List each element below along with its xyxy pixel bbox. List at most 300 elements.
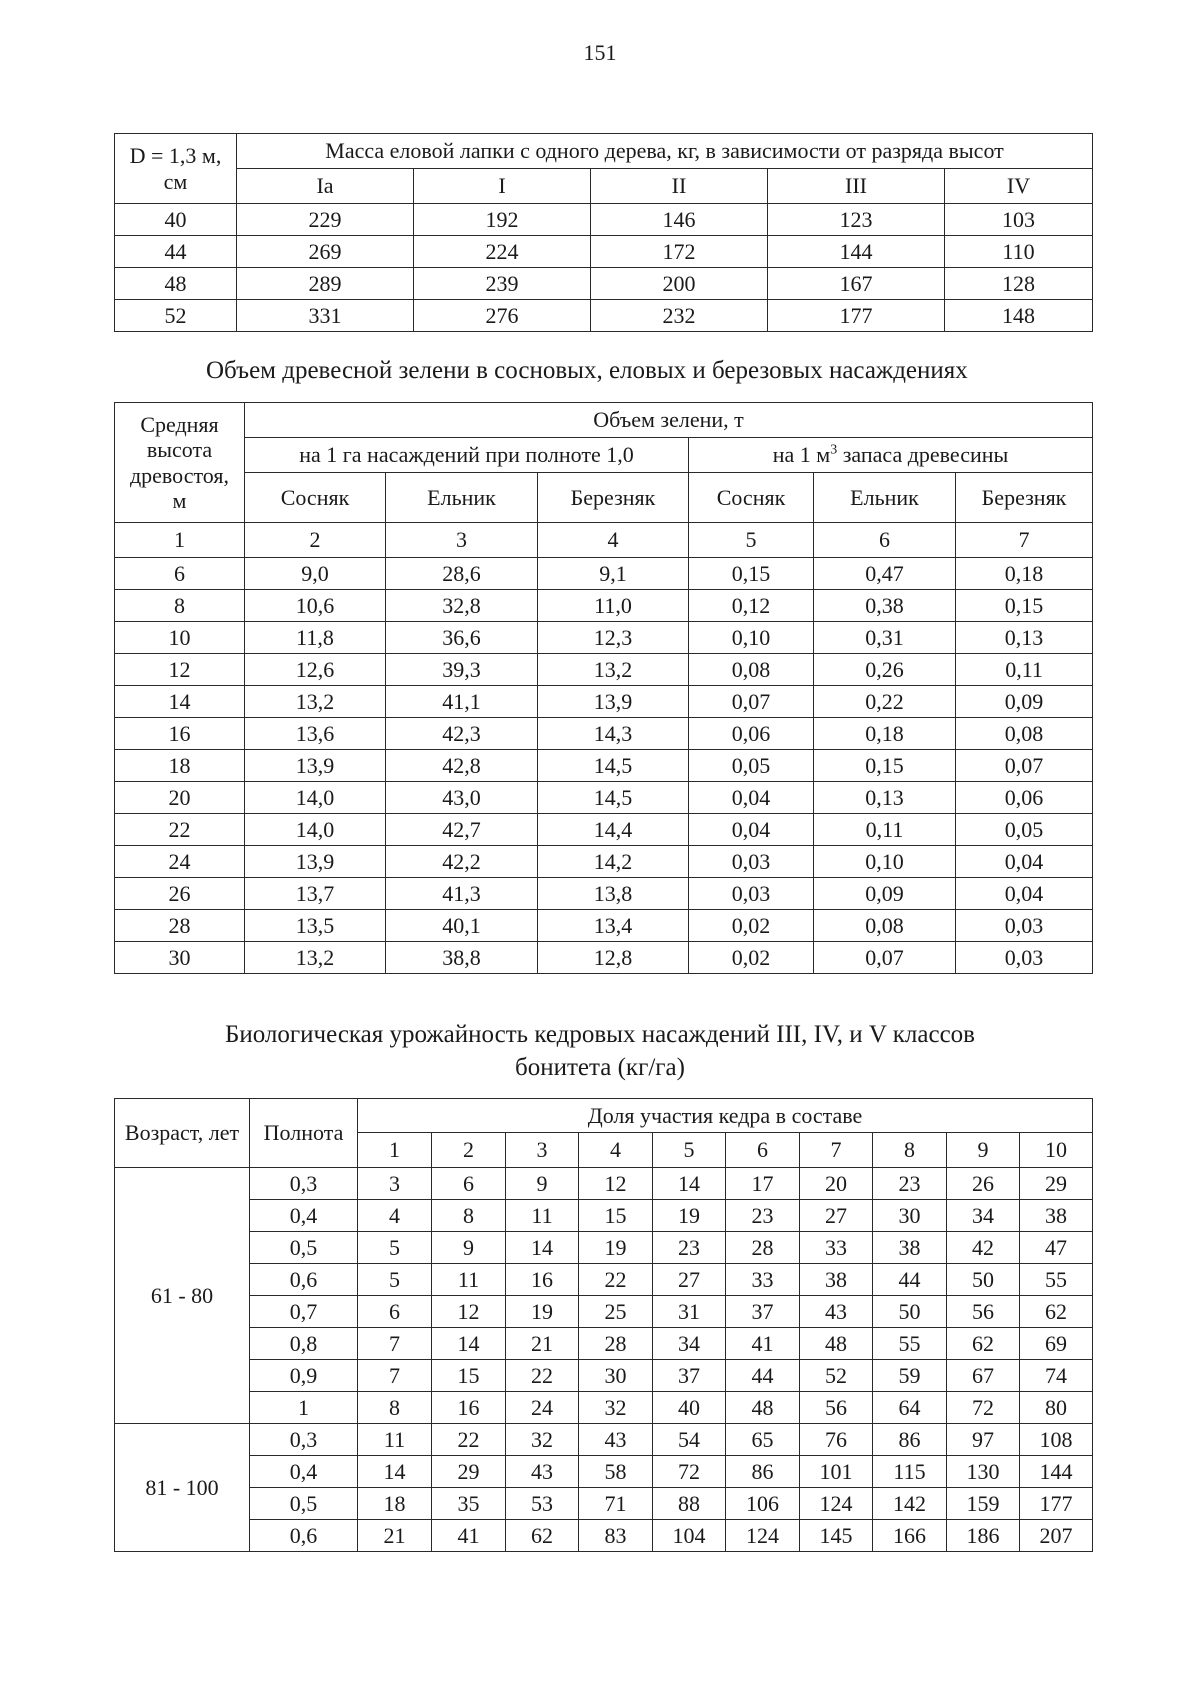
yield-cell: 35 xyxy=(432,1488,506,1520)
yield-cell: 37 xyxy=(653,1360,726,1392)
table-row xyxy=(115,590,1093,622)
mass-cell: 229 xyxy=(237,204,414,236)
yield-cell: 15 xyxy=(432,1360,506,1392)
yield-cell: 106 xyxy=(726,1488,800,1520)
volume-cell: 0,05 xyxy=(689,750,814,782)
yield-cell: 15 xyxy=(579,1200,653,1232)
table-row xyxy=(115,878,1093,910)
volume-cell: 0,04 xyxy=(956,846,1093,878)
density-cell: 0,6 xyxy=(250,1520,358,1552)
yield-cell: 38 xyxy=(873,1232,947,1264)
volume-cell: 12,6 xyxy=(245,654,386,686)
species-header: Сосняк xyxy=(245,473,386,523)
volume-cell: 0,15 xyxy=(689,558,814,590)
volume-cell: 28,6 xyxy=(386,558,538,590)
mass-cell: 192 xyxy=(414,204,591,236)
yield-cell: 72 xyxy=(947,1392,1020,1424)
mass-cell: 232 xyxy=(591,300,768,332)
volume-cell: 0,15 xyxy=(956,590,1093,622)
mass-cell: 200 xyxy=(591,268,768,300)
yield-cell: 33 xyxy=(726,1264,800,1296)
density-cell: 0,3 xyxy=(250,1168,358,1200)
yield-cell: 83 xyxy=(579,1520,653,1552)
volume-cell: 14,2 xyxy=(538,846,689,878)
density-cell: 0,4 xyxy=(250,1456,358,1488)
height-cell: 8 xyxy=(115,590,245,622)
height-cell: 22 xyxy=(115,814,245,846)
table-row xyxy=(115,1264,1093,1296)
density-cell: 0,5 xyxy=(250,1488,358,1520)
yield-cell: 23 xyxy=(653,1232,726,1264)
volume-cell: 41,1 xyxy=(386,686,538,718)
mass-cell: 172 xyxy=(591,236,768,268)
table-row xyxy=(115,1488,1093,1520)
volume-cell: 40,1 xyxy=(386,910,538,942)
volume-cell: 0,06 xyxy=(956,782,1093,814)
height-class-header: II xyxy=(591,169,768,204)
volume-cell: 13,2 xyxy=(245,942,386,974)
volume-cell: 13,7 xyxy=(245,878,386,910)
yield-cell: 25 xyxy=(579,1296,653,1328)
age-group-cell: 81 - 100 xyxy=(115,1424,250,1552)
volume-cell: 0,05 xyxy=(956,814,1093,846)
yield-cell: 7 xyxy=(358,1360,432,1392)
yield-cell: 22 xyxy=(579,1264,653,1296)
yield-cell: 59 xyxy=(873,1360,947,1392)
volume-cell: 38,8 xyxy=(386,942,538,974)
height-cell: 30 xyxy=(115,942,245,974)
volume-cell: 0,06 xyxy=(689,718,814,750)
greenery-volume-caption: Объем древесной зелени в сосновых, еловых и березовых насаждениях xyxy=(206,357,968,384)
volume-cell: 0,12 xyxy=(689,590,814,622)
yield-cell: 54 xyxy=(653,1424,726,1456)
yield-cell: 43 xyxy=(800,1296,873,1328)
yield-cell: 14 xyxy=(653,1168,726,1200)
yield-cell: 64 xyxy=(873,1392,947,1424)
volume-cell: 0,13 xyxy=(814,782,956,814)
yield-cell: 177 xyxy=(1020,1488,1093,1520)
volume-cell: 14,3 xyxy=(538,718,689,750)
cedar-share-header: 1 xyxy=(358,1133,432,1168)
height-cell: 16 xyxy=(115,718,245,750)
yield-cell: 19 xyxy=(579,1232,653,1264)
volume-cell: 0,02 xyxy=(689,942,814,974)
volume-cell: 0,11 xyxy=(814,814,956,846)
yield-cell: 32 xyxy=(506,1424,579,1456)
cedar-share-header: 2 xyxy=(432,1133,506,1168)
table-row xyxy=(115,1168,1093,1200)
volume-cell: 11,0 xyxy=(538,590,689,622)
stand-height-header-line-3: древостоя, xyxy=(129,462,230,488)
table-row xyxy=(115,1296,1093,1328)
volume-cell: 43,0 xyxy=(386,782,538,814)
yield-cell: 11 xyxy=(506,1200,579,1232)
mass-cell: 167 xyxy=(768,268,945,300)
yield-cell: 41 xyxy=(726,1328,800,1360)
per-cubic-meter-text-end: запаса древесины xyxy=(837,442,1009,468)
mass-cell: 224 xyxy=(414,236,591,268)
volume-cell: 41,3 xyxy=(386,878,538,910)
yield-cell: 30 xyxy=(873,1200,947,1232)
yield-cell: 80 xyxy=(1020,1392,1093,1424)
yield-cell: 16 xyxy=(506,1264,579,1296)
height-class-header: I xyxy=(414,169,591,204)
yield-cell: 19 xyxy=(653,1200,726,1232)
yield-cell: 14 xyxy=(432,1328,506,1360)
height-class-header: IV xyxy=(945,169,1093,204)
mass-cell: 128 xyxy=(945,268,1093,300)
yield-cell: 58 xyxy=(579,1456,653,1488)
volume-cell: 0,18 xyxy=(956,558,1093,590)
yield-cell: 48 xyxy=(800,1328,873,1360)
volume-cell: 14,5 xyxy=(538,750,689,782)
volume-cell: 0,03 xyxy=(689,846,814,878)
volume-cell: 0,26 xyxy=(814,654,956,686)
yield-cell: 144 xyxy=(1020,1456,1093,1488)
volume-cell: 0,08 xyxy=(956,718,1093,750)
table-row xyxy=(115,782,1093,814)
yield-cell: 40 xyxy=(653,1392,726,1424)
volume-cell: 42,2 xyxy=(386,846,538,878)
yield-cell: 3 xyxy=(358,1168,432,1200)
density-cell: 0,3 xyxy=(250,1424,358,1456)
yield-cell: 62 xyxy=(947,1328,1020,1360)
mass-cell: 177 xyxy=(768,300,945,332)
yield-cell: 50 xyxy=(947,1264,1020,1296)
volume-cell: 0,03 xyxy=(956,910,1093,942)
cedar-share-header: 6 xyxy=(726,1133,800,1168)
column-number: 6 xyxy=(814,523,956,558)
yield-cell: 19 xyxy=(506,1296,579,1328)
volume-cell: 42,3 xyxy=(386,718,538,750)
table-row xyxy=(115,750,1093,782)
yield-cell: 38 xyxy=(1020,1200,1093,1232)
diameter-cell: 40 xyxy=(115,204,237,236)
mass-cell: 123 xyxy=(768,204,945,236)
yield-cell: 43 xyxy=(579,1424,653,1456)
volume-cell: 0,38 xyxy=(814,590,956,622)
volume-cell: 14,0 xyxy=(245,782,386,814)
density-cell: 0,4 xyxy=(250,1200,358,1232)
cedar-yield-caption xyxy=(0,1019,1200,1084)
yield-cell: 12 xyxy=(579,1168,653,1200)
height-class-header: Ia xyxy=(237,169,414,204)
yield-cell: 88 xyxy=(653,1488,726,1520)
mass-cell: 276 xyxy=(414,300,591,332)
height-cell: 10 xyxy=(115,622,245,654)
species-header: Ельник xyxy=(814,473,956,523)
cedar-share-header: 8 xyxy=(873,1133,947,1168)
yield-cell: 74 xyxy=(1020,1360,1093,1392)
table-row xyxy=(115,942,1093,974)
yield-cell: 20 xyxy=(800,1168,873,1200)
column-number: 5 xyxy=(689,523,814,558)
volume-cell: 0,09 xyxy=(814,878,956,910)
volume-cell: 0,03 xyxy=(689,878,814,910)
yield-cell: 34 xyxy=(947,1200,1020,1232)
volume-cell: 0,10 xyxy=(689,622,814,654)
volume-cell: 10,6 xyxy=(245,590,386,622)
yield-cell: 47 xyxy=(1020,1232,1093,1264)
volume-cell: 42,7 xyxy=(386,814,538,846)
mass-cell: 239 xyxy=(414,268,591,300)
density-cell: 0,9 xyxy=(250,1360,358,1392)
yield-cell: 5 xyxy=(358,1264,432,1296)
column-number: 3 xyxy=(386,523,538,558)
yield-cell: 86 xyxy=(873,1424,947,1456)
stand-height-header-line-4: м xyxy=(172,487,187,513)
volume-cell: 0,10 xyxy=(814,846,956,878)
yield-cell: 43 xyxy=(506,1456,579,1488)
table-row xyxy=(115,236,1093,268)
yield-cell: 21 xyxy=(358,1520,432,1552)
height-cell: 26 xyxy=(115,878,245,910)
yield-cell: 21 xyxy=(506,1328,579,1360)
volume-cell: 12,8 xyxy=(538,942,689,974)
cedar-share-header: 3 xyxy=(506,1133,579,1168)
volume-cell: 0,04 xyxy=(689,814,814,846)
yield-cell: 97 xyxy=(947,1424,1020,1456)
yield-cell: 56 xyxy=(800,1392,873,1424)
volume-cell: 14,0 xyxy=(245,814,386,846)
yield-cell: 41 xyxy=(432,1520,506,1552)
per-cubic-meter-text: на 1 м xyxy=(772,442,831,468)
per-hectare-header: на 1 га насаждений при полноте 1,0 xyxy=(245,438,689,473)
volume-cell: 12,3 xyxy=(538,622,689,654)
diameter-cell: 52 xyxy=(115,300,237,332)
volume-cell: 13,5 xyxy=(245,910,386,942)
yield-cell: 69 xyxy=(1020,1328,1093,1360)
volume-cell: 0,11 xyxy=(956,654,1093,686)
greenery-volume-table xyxy=(114,402,1093,974)
volume-cell: 13,2 xyxy=(538,654,689,686)
cedar-share-header: 5 xyxy=(653,1133,726,1168)
diameter-header-line-1: D = 1,3 м, xyxy=(129,143,222,169)
volume-cell: 13,9 xyxy=(538,686,689,718)
yield-cell: 65 xyxy=(726,1424,800,1456)
volume-cell: 0,02 xyxy=(689,910,814,942)
yield-cell: 67 xyxy=(947,1360,1020,1392)
volume-cell: 0,08 xyxy=(689,654,814,686)
stand-height-header-line-1: Средняя xyxy=(140,411,219,437)
spruce-branch-mass-table xyxy=(114,133,1093,332)
table-row xyxy=(115,1520,1093,1552)
table-row xyxy=(115,814,1093,846)
yield-cell: 7 xyxy=(358,1328,432,1360)
height-cell: 14 xyxy=(115,686,245,718)
volume-cell: 0,31 xyxy=(814,622,956,654)
table-row xyxy=(115,1232,1093,1264)
table-row xyxy=(115,1360,1093,1392)
species-header: Сосняк xyxy=(689,473,814,523)
table-row xyxy=(115,1456,1093,1488)
volume-cell: 0,47 xyxy=(814,558,956,590)
yield-cell: 11 xyxy=(432,1264,506,1296)
species-header: Березняк xyxy=(538,473,689,523)
yield-cell: 115 xyxy=(873,1456,947,1488)
yield-cell: 22 xyxy=(506,1360,579,1392)
species-header: Ельник xyxy=(386,473,538,523)
yield-cell: 145 xyxy=(800,1520,873,1552)
mass-group-header: Масса еловой лапки с одного дерева, кг, в зависимости от разряда высот xyxy=(237,134,1093,169)
table-row xyxy=(115,910,1093,942)
yield-cell: 86 xyxy=(726,1456,800,1488)
per-cubic-meter-header xyxy=(689,438,1093,473)
volume-cell: 36,6 xyxy=(386,622,538,654)
yield-cell: 130 xyxy=(947,1456,1020,1488)
yield-cell: 38 xyxy=(800,1264,873,1296)
table-row xyxy=(115,686,1093,718)
yield-cell: 166 xyxy=(873,1520,947,1552)
yield-cell: 28 xyxy=(579,1328,653,1360)
yield-cell: 62 xyxy=(1020,1296,1093,1328)
volume-cell: 42,8 xyxy=(386,750,538,782)
yield-cell: 72 xyxy=(653,1456,726,1488)
yield-cell: 31 xyxy=(653,1296,726,1328)
column-number: 7 xyxy=(956,523,1093,558)
yield-cell: 14 xyxy=(506,1232,579,1264)
volume-cell: 14,5 xyxy=(538,782,689,814)
column-number: 1 xyxy=(115,523,245,558)
height-cell: 28 xyxy=(115,910,245,942)
yield-cell: 26 xyxy=(947,1168,1020,1200)
volume-cell: 13,9 xyxy=(245,846,386,878)
yield-cell: 76 xyxy=(800,1424,873,1456)
volume-cell: 0,18 xyxy=(814,718,956,750)
yield-cell: 50 xyxy=(873,1296,947,1328)
yield-cell: 18 xyxy=(358,1488,432,1520)
height-cell: 24 xyxy=(115,846,245,878)
table-row xyxy=(115,622,1093,654)
yield-cell: 55 xyxy=(873,1328,947,1360)
diameter-cell: 48 xyxy=(115,268,237,300)
volume-cell: 39,3 xyxy=(386,654,538,686)
table-row xyxy=(115,1424,1093,1456)
table-row xyxy=(115,300,1093,332)
yield-cell: 11 xyxy=(358,1424,432,1456)
age-group-cell: 61 - 80 xyxy=(115,1168,250,1424)
volume-cell: 13,8 xyxy=(538,878,689,910)
yield-cell: 4 xyxy=(358,1200,432,1232)
table-row xyxy=(115,846,1093,878)
yield-cell: 108 xyxy=(1020,1424,1093,1456)
yield-cell: 44 xyxy=(726,1360,800,1392)
volume-cell: 0,07 xyxy=(689,686,814,718)
cedar-yield-table xyxy=(114,1098,1093,1552)
height-cell: 18 xyxy=(115,750,245,782)
cubic-superscript: 3 xyxy=(830,443,838,459)
volume-cell: 0,03 xyxy=(956,942,1093,974)
cedar-share-header: 9 xyxy=(947,1133,1020,1168)
volume-cell: 9,0 xyxy=(245,558,386,590)
yield-cell: 159 xyxy=(947,1488,1020,1520)
volume-cell: 0,07 xyxy=(956,750,1093,782)
yield-cell: 207 xyxy=(1020,1520,1093,1552)
yield-cell: 142 xyxy=(873,1488,947,1520)
mass-cell: 110 xyxy=(945,236,1093,268)
table-row xyxy=(115,558,1093,590)
mass-cell: 289 xyxy=(237,268,414,300)
volume-cell: 13,6 xyxy=(245,718,386,750)
height-cell: 6 xyxy=(115,558,245,590)
yield-cell: 16 xyxy=(432,1392,506,1424)
yield-cell: 52 xyxy=(800,1360,873,1392)
yield-cell: 44 xyxy=(873,1264,947,1296)
mass-cell: 269 xyxy=(237,236,414,268)
yield-cell: 29 xyxy=(1020,1168,1093,1200)
yield-cell: 23 xyxy=(726,1200,800,1232)
mass-cell: 148 xyxy=(945,300,1093,332)
yield-cell: 71 xyxy=(579,1488,653,1520)
height-cell: 20 xyxy=(115,782,245,814)
table-row xyxy=(115,1200,1093,1232)
greenery-volume-group-header: Объем зелени, т xyxy=(245,403,1093,438)
yield-cell: 23 xyxy=(873,1168,947,1200)
volume-cell: 13,4 xyxy=(538,910,689,942)
cedar-yield-caption-line-1: Биологическая урожайность кедровых насаждений III, IV, и V классов xyxy=(225,1021,975,1048)
density-header: Полнота xyxy=(250,1099,358,1168)
cedar-share-header: 7 xyxy=(800,1133,873,1168)
yield-cell: 24 xyxy=(506,1392,579,1424)
table-row xyxy=(115,654,1093,686)
volume-cell: 0,08 xyxy=(814,910,956,942)
species-header: Березняк xyxy=(956,473,1093,523)
yield-cell: 9 xyxy=(432,1232,506,1264)
density-cell: 0,5 xyxy=(250,1232,358,1264)
density-cell: 0,7 xyxy=(250,1296,358,1328)
yield-cell: 55 xyxy=(1020,1264,1093,1296)
yield-cell: 30 xyxy=(579,1360,653,1392)
diameter-cell: 44 xyxy=(115,236,237,268)
density-cell: 1 xyxy=(250,1392,358,1424)
volume-cell: 14,4 xyxy=(538,814,689,846)
volume-cell: 0,13 xyxy=(956,622,1093,654)
yield-cell: 186 xyxy=(947,1520,1020,1552)
height-cell: 12 xyxy=(115,654,245,686)
mass-cell: 331 xyxy=(237,300,414,332)
diameter-header-line-2: см xyxy=(163,168,188,194)
column-number: 4 xyxy=(538,523,689,558)
mass-cell: 103 xyxy=(945,204,1093,236)
mass-cell: 144 xyxy=(768,236,945,268)
yield-cell: 37 xyxy=(726,1296,800,1328)
table-row xyxy=(115,1328,1093,1360)
volume-cell: 0,04 xyxy=(689,782,814,814)
stand-height-header-line-2: высота xyxy=(146,437,213,463)
density-cell: 0,6 xyxy=(250,1264,358,1296)
yield-cell: 32 xyxy=(579,1392,653,1424)
yield-cell: 48 xyxy=(726,1392,800,1424)
yield-cell: 22 xyxy=(432,1424,506,1456)
page-number: 151 xyxy=(583,40,617,65)
yield-cell: 14 xyxy=(358,1456,432,1488)
yield-cell: 8 xyxy=(358,1392,432,1424)
volume-cell: 0,07 xyxy=(814,942,956,974)
yield-cell: 27 xyxy=(653,1264,726,1296)
yield-cell: 62 xyxy=(506,1520,579,1552)
yield-cell: 8 xyxy=(432,1200,506,1232)
diameter-header xyxy=(115,134,237,204)
volume-cell: 13,9 xyxy=(245,750,386,782)
yield-cell: 42 xyxy=(947,1232,1020,1264)
volume-cell: 11,8 xyxy=(245,622,386,654)
height-class-header: III xyxy=(768,169,945,204)
yield-cell: 6 xyxy=(432,1168,506,1200)
cedar-share-header: 4 xyxy=(579,1133,653,1168)
yield-cell: 17 xyxy=(726,1168,800,1200)
age-header: Возраст, лет xyxy=(115,1099,250,1168)
table-row xyxy=(115,718,1093,750)
